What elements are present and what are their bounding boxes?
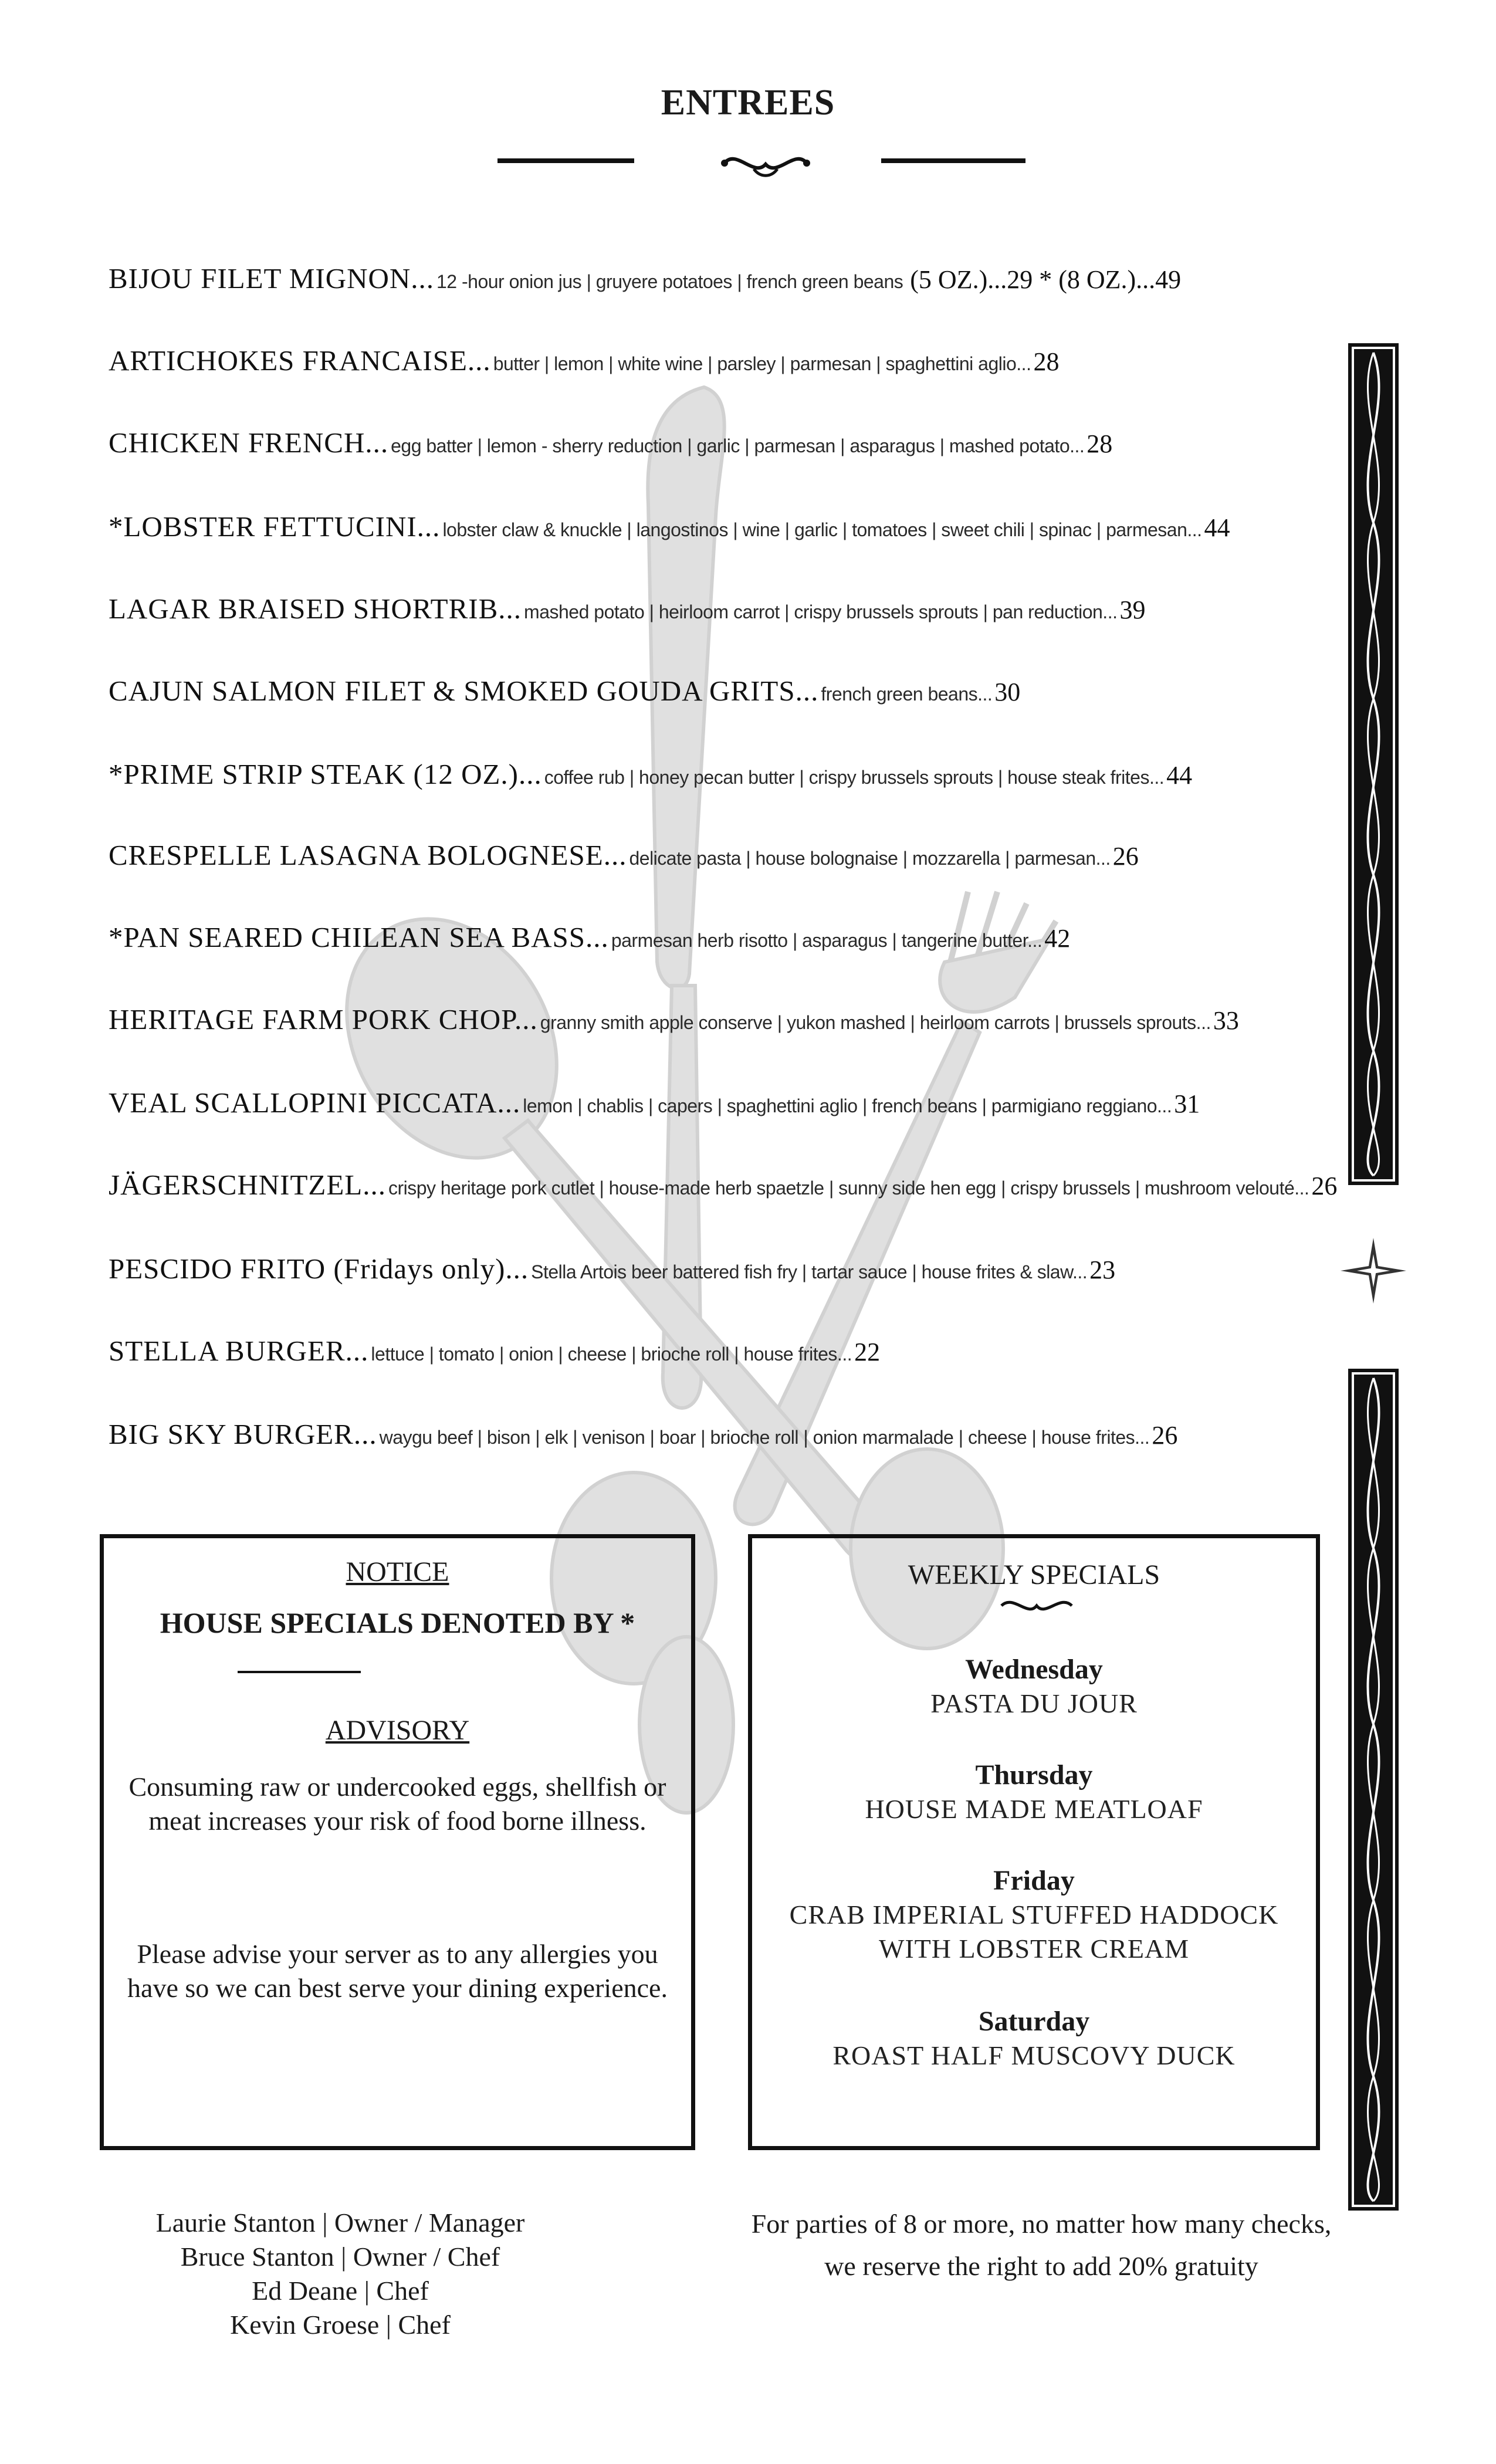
menu-item bbox=[109, 1240, 1311, 1298]
item-price: 31 bbox=[1174, 1089, 1200, 1118]
scroll-ornament-icon bbox=[1352, 1372, 1395, 2207]
item-name: PESCIDO FRITO (Fridays only)... bbox=[109, 1253, 529, 1285]
item-name: LAGAR BRAISED SHORTRIB... bbox=[109, 593, 522, 625]
scroll-ornament-icon bbox=[1352, 347, 1395, 1182]
item-description: delicate pasta | house bolognaise | mozzarella | parmesan... bbox=[629, 848, 1111, 869]
staff-member: Bruce Stanton | Owner / Chef bbox=[180, 2242, 500, 2272]
menu-item bbox=[109, 1322, 1311, 1380]
special-dish: HOUSE MADE MEATLOAF bbox=[865, 1794, 1203, 1824]
item-price: 22 bbox=[854, 1338, 881, 1366]
item-description: parmesan herb risotto | asparagus | tangerine butter... bbox=[611, 930, 1043, 951]
special-day-block bbox=[752, 1653, 1316, 1721]
menu-item bbox=[109, 662, 1311, 720]
decorative-side-bar-bottom bbox=[1348, 1369, 1399, 2211]
special-day-block bbox=[776, 1864, 1292, 1966]
notice-box bbox=[100, 1534, 695, 2150]
special-dish: CRAB IMPERIAL STUFFED HADDOCK WITH LOBSTER CREAM bbox=[789, 1900, 1279, 1964]
item-name: *PRIME STRIP STEAK (12 OZ.)... bbox=[109, 758, 542, 790]
special-day: Saturday bbox=[978, 2006, 1090, 2037]
item-name: CAJUN SALMON FILET & SMOKED GOUDA GRITS... bbox=[109, 675, 819, 707]
weekly-specials-heading: WEEKLY SPECIALS bbox=[908, 1559, 1160, 1590]
special-dish: ROAST HALF MUSCOVY DUCK bbox=[832, 2040, 1236, 2070]
staff-member: Kevin Groese | Chef bbox=[230, 2310, 451, 2340]
menu-item bbox=[109, 331, 1311, 390]
item-name: STELLA BURGER... bbox=[109, 1335, 369, 1367]
advisory-text: Consuming raw or undercooked eggs, shellfish or meat increases your risk of food borne illness. bbox=[128, 1772, 666, 1836]
divider bbox=[238, 1671, 361, 1673]
item-price: 33 bbox=[1213, 1006, 1239, 1035]
staff-member: Laurie Stanton | Owner / Manager bbox=[155, 2208, 525, 2238]
item-price: 28 bbox=[1033, 347, 1060, 376]
staff-member: Ed Deane | Chef bbox=[252, 2276, 429, 2306]
item-description: waygu beef | bison | elk | venison | boar | brioche roll | onion marmalade | cheese | house frites... bbox=[379, 1427, 1150, 1448]
item-name: HERITAGE FARM PORK CHOP... bbox=[109, 1003, 538, 1035]
title-rule-left bbox=[497, 158, 634, 163]
special-day-block bbox=[752, 2005, 1316, 2073]
item-name: JÄGERSCHNITZEL... bbox=[109, 1169, 386, 1201]
advisory-heading: ADVISORY bbox=[325, 1715, 470, 1746]
special-day: Thursday bbox=[975, 1759, 1093, 1791]
item-name: *PAN SEARED CHILEAN SEA BASS... bbox=[109, 921, 609, 953]
title-rule-right bbox=[881, 158, 1025, 163]
flourish-ornament-icon bbox=[993, 1591, 1081, 1620]
item-description: french green beans... bbox=[821, 683, 993, 705]
compass-star-icon bbox=[1339, 1237, 1407, 1305]
menu-item bbox=[109, 580, 1311, 638]
item-description: lobster claw & knuckle | langostinos | wine | garlic | tomatoes | sweet chili | spinac | parmesan... bbox=[442, 519, 1202, 540]
item-description: coffee rub | honey pecan butter | crispy brussels sprouts | house steak frites... bbox=[544, 767, 1165, 788]
item-name: BIG SKY BURGER... bbox=[109, 1418, 377, 1450]
item-name: *LOBSTER FETTUCINI... bbox=[109, 510, 441, 543]
menu-item bbox=[109, 497, 1311, 556]
item-price: 23 bbox=[1089, 1255, 1116, 1284]
menu-item bbox=[109, 1074, 1311, 1132]
menu-item bbox=[109, 826, 1311, 885]
menu-item bbox=[109, 414, 1311, 472]
menu-item bbox=[109, 1405, 1311, 1464]
item-description: lettuce | tomato | onion | cheese | brioche roll | house frites... bbox=[371, 1343, 852, 1365]
item-description: lemon | chablis | capers | spaghettini aglio | french beans | parmigiano reggiano... bbox=[523, 1095, 1172, 1116]
menu-item bbox=[109, 1156, 1338, 1214]
item-price: 26 bbox=[1112, 842, 1139, 871]
menu-item bbox=[109, 908, 1311, 967]
menu-item bbox=[109, 745, 1311, 804]
item-price: 26 bbox=[1311, 1172, 1338, 1200]
item-price: 44 bbox=[1204, 513, 1230, 542]
item-price: 44 bbox=[1166, 761, 1193, 790]
decorative-side-bar-top bbox=[1348, 343, 1399, 1185]
item-name: CHICKEN FRENCH... bbox=[109, 427, 389, 459]
allergy-text: Please advise your server as to any allergies you have so we can best serve your dining experience. bbox=[127, 1939, 668, 2003]
item-description: 12 -hour onion jus | gruyere potatoes | french green beans bbox=[436, 271, 903, 292]
item-description: mashed potato | heirloom carrot | crispy brussels sprouts | pan reduction... bbox=[524, 601, 1118, 622]
item-name: VEAL SCALLOPINI PICCATA... bbox=[109, 1087, 521, 1119]
special-day: Friday bbox=[993, 1865, 1075, 1896]
item-price: (5 OZ.)...29 * (8 OZ.)...49 bbox=[910, 265, 1182, 294]
item-description: crispy heritage pork cutlet | house-made herb spaetzle | sunny side hen egg | crispy brussels | mushroom velouté... bbox=[388, 1177, 1309, 1199]
item-name: ARTICHOKES FRANCAISE... bbox=[109, 344, 491, 377]
item-description: egg batter | lemon - sherry reduction | garlic | parmesan | asparagus | mashed potato... bbox=[391, 435, 1085, 456]
staff-list bbox=[100, 2206, 581, 2342]
item-description: butter | lemon | white wine | parsley | parmesan | spaghettini aglio... bbox=[493, 353, 1031, 374]
special-day: Wednesday bbox=[965, 1654, 1103, 1685]
house-specials-note: HOUSE SPECIALS DENOTED BY * bbox=[160, 1606, 635, 1639]
menu-item bbox=[109, 990, 1311, 1049]
item-price: 30 bbox=[994, 678, 1021, 706]
item-description: Stella Artois beer battered fish fry | tartar sauce | house frites & slaw... bbox=[531, 1261, 1088, 1282]
special-day-block bbox=[752, 1758, 1316, 1826]
item-price: 28 bbox=[1087, 429, 1113, 458]
menu-item bbox=[109, 249, 1311, 308]
item-name: CRESPELLE LASAGNA BOLOGNESE... bbox=[109, 839, 627, 871]
item-name: BIJOU FILET MIGNON... bbox=[109, 262, 434, 295]
item-price: 26 bbox=[1152, 1421, 1178, 1450]
item-price: 42 bbox=[1044, 924, 1071, 953]
page-title: ENTREES bbox=[661, 83, 835, 123]
item-price: 39 bbox=[1119, 595, 1146, 624]
flourish-ornament-icon bbox=[713, 145, 818, 187]
notice-heading: NOTICE bbox=[346, 1556, 449, 1588]
item-description: granny smith apple conserve | yukon mashed | heirloom carrots | brussels sprouts... bbox=[540, 1012, 1211, 1033]
weekly-specials-box bbox=[748, 1534, 1320, 2150]
gratuity-note: For parties of 8 or more, no matter how many checks, we reserve the right to add 20% gratuity bbox=[751, 2209, 1332, 2281]
special-dish: PASTA DU JOUR bbox=[930, 1688, 1138, 1718]
